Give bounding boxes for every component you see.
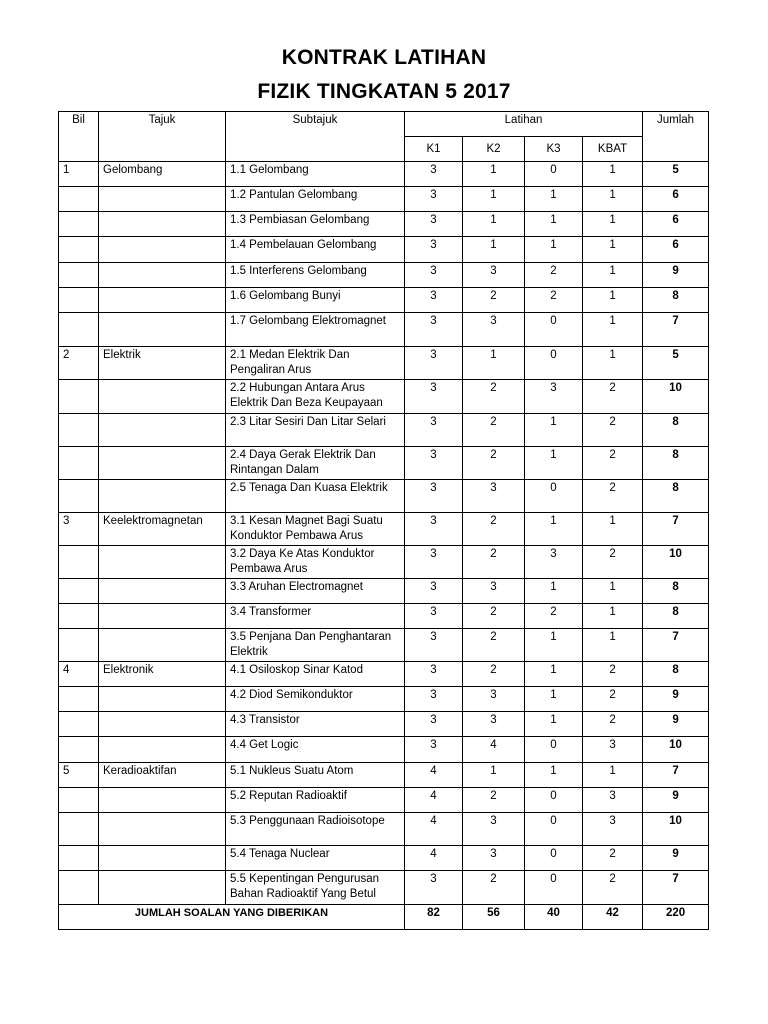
bil-cell bbox=[59, 604, 99, 629]
table-row bbox=[59, 763, 709, 788]
tajuk-cell bbox=[99, 288, 226, 313]
table-row bbox=[59, 212, 709, 237]
k3-cell: 1 bbox=[525, 513, 583, 546]
k2-cell: 3 bbox=[463, 313, 525, 347]
header-subtajuk: Subtajuk bbox=[226, 112, 405, 162]
total-label: JUMLAH SOALAN YANG DIBERIKAN bbox=[59, 905, 405, 930]
jumlah-cell: 10 bbox=[643, 380, 709, 414]
header-k1: K1 bbox=[405, 137, 463, 162]
tajuk-cell bbox=[99, 447, 226, 480]
subtajuk-cell: 4.3 Transistor bbox=[226, 712, 405, 737]
k2-cell: 2 bbox=[463, 513, 525, 546]
bil-cell bbox=[59, 737, 99, 763]
k2-cell: 1 bbox=[463, 237, 525, 263]
k3-cell: 0 bbox=[525, 813, 583, 846]
tajuk-cell bbox=[99, 788, 226, 813]
page-title-line-2: FIZIK TINGKATAN 5 2017 bbox=[257, 80, 511, 103]
bil-cell bbox=[59, 263, 99, 288]
kbat-cell: 2 bbox=[583, 480, 643, 513]
k3-cell: 0 bbox=[525, 788, 583, 813]
k1-cell: 3 bbox=[405, 513, 463, 546]
k2-cell: 2 bbox=[463, 629, 525, 662]
table-row bbox=[59, 513, 709, 546]
tajuk-cell bbox=[99, 579, 226, 604]
k3-cell: 1 bbox=[525, 579, 583, 604]
k2-cell: 3 bbox=[463, 480, 525, 513]
subtajuk-cell: 5.1 Nukleus Suatu Atom bbox=[226, 763, 405, 788]
table-row bbox=[59, 162, 709, 187]
bil-cell bbox=[59, 687, 99, 712]
header-latihan: Latihan bbox=[405, 112, 643, 137]
k1-cell: 3 bbox=[405, 662, 463, 687]
bil-cell bbox=[59, 788, 99, 813]
k2-cell: 1 bbox=[463, 347, 525, 380]
k3-cell: 1 bbox=[525, 414, 583, 447]
table-row bbox=[59, 788, 709, 813]
k1-cell: 4 bbox=[405, 813, 463, 846]
k2-cell: 1 bbox=[463, 187, 525, 212]
k2-cell: 2 bbox=[463, 288, 525, 313]
k3-cell: 0 bbox=[525, 846, 583, 871]
kbat-cell: 1 bbox=[583, 212, 643, 237]
k2-cell: 3 bbox=[463, 712, 525, 737]
k3-cell: 1 bbox=[525, 237, 583, 263]
k1-cell: 3 bbox=[405, 480, 463, 513]
total-k2: 56 bbox=[463, 905, 525, 930]
table-row bbox=[59, 288, 709, 313]
jumlah-cell: 9 bbox=[643, 687, 709, 712]
table-row bbox=[59, 447, 709, 480]
table-row bbox=[59, 871, 709, 905]
subtajuk-cell: 5.2 Reputan Radioaktif bbox=[226, 788, 405, 813]
subtajuk-cell: 3.1 Kesan Magnet Bagi Suatu Konduktor Pembawa Arus bbox=[226, 513, 405, 546]
kbat-cell: 1 bbox=[583, 347, 643, 380]
jumlah-cell: 9 bbox=[643, 263, 709, 288]
table-row bbox=[59, 414, 709, 447]
k1-cell: 3 bbox=[405, 313, 463, 347]
jumlah-cell: 5 bbox=[643, 347, 709, 380]
k2-cell: 2 bbox=[463, 546, 525, 579]
table-row bbox=[59, 579, 709, 604]
k2-cell: 1 bbox=[463, 763, 525, 788]
jumlah-cell: 8 bbox=[643, 662, 709, 687]
k1-cell: 3 bbox=[405, 212, 463, 237]
k3-cell: 1 bbox=[525, 629, 583, 662]
subtajuk-cell: 2.2 Hubungan Antara Arus Elektrik Dan Beza Keupayaan bbox=[226, 380, 405, 414]
k3-cell: 0 bbox=[525, 737, 583, 763]
jumlah-cell: 10 bbox=[643, 813, 709, 846]
jumlah-cell: 8 bbox=[643, 288, 709, 313]
jumlah-cell: 5 bbox=[643, 162, 709, 187]
table-row bbox=[59, 813, 709, 846]
kbat-cell: 1 bbox=[583, 263, 643, 288]
k3-cell: 0 bbox=[525, 480, 583, 513]
k2-cell: 1 bbox=[463, 162, 525, 187]
k1-cell: 3 bbox=[405, 629, 463, 662]
bil-cell: 1 bbox=[59, 162, 99, 187]
jumlah-cell: 10 bbox=[643, 737, 709, 763]
subtajuk-cell: 3.3 Aruhan Electromagnet bbox=[226, 579, 405, 604]
k1-cell: 3 bbox=[405, 546, 463, 579]
kbat-cell: 2 bbox=[583, 846, 643, 871]
k3-cell: 2 bbox=[525, 604, 583, 629]
kbat-cell: 2 bbox=[583, 687, 643, 712]
tajuk-cell bbox=[99, 212, 226, 237]
table-row bbox=[59, 846, 709, 871]
k2-cell: 3 bbox=[463, 846, 525, 871]
bil-cell bbox=[59, 288, 99, 313]
jumlah-cell: 7 bbox=[643, 871, 709, 905]
kbat-cell: 2 bbox=[583, 546, 643, 579]
tajuk-cell bbox=[99, 263, 226, 288]
subtajuk-cell: 2.3 Litar Sesiri Dan Litar Selari bbox=[226, 414, 405, 447]
jumlah-cell: 10 bbox=[643, 546, 709, 579]
k1-cell: 3 bbox=[405, 347, 463, 380]
k3-cell: 1 bbox=[525, 187, 583, 212]
k3-cell: 0 bbox=[525, 313, 583, 347]
table-row bbox=[59, 380, 709, 414]
k1-cell: 4 bbox=[405, 788, 463, 813]
total-kbat: 42 bbox=[583, 905, 643, 930]
kbat-cell: 1 bbox=[583, 579, 643, 604]
jumlah-cell: 7 bbox=[643, 313, 709, 347]
header-k3: K3 bbox=[525, 137, 583, 162]
table-row bbox=[59, 263, 709, 288]
table-row bbox=[59, 687, 709, 712]
k1-cell: 3 bbox=[405, 737, 463, 763]
k1-cell: 3 bbox=[405, 237, 463, 263]
k2-cell: 3 bbox=[463, 263, 525, 288]
table-row bbox=[59, 737, 709, 763]
k2-cell: 2 bbox=[463, 447, 525, 480]
jumlah-cell: 8 bbox=[643, 604, 709, 629]
table-row bbox=[59, 237, 709, 263]
tajuk-cell bbox=[99, 813, 226, 846]
k1-cell: 3 bbox=[405, 162, 463, 187]
k3-cell: 1 bbox=[525, 447, 583, 480]
subtajuk-cell: 1.5 Interferens Gelombang bbox=[226, 263, 405, 288]
bil-cell bbox=[59, 813, 99, 846]
k3-cell: 1 bbox=[525, 662, 583, 687]
total-row bbox=[59, 905, 709, 930]
subtajuk-cell: 4.4 Get Logic bbox=[226, 737, 405, 763]
k3-cell: 1 bbox=[525, 212, 583, 237]
kbat-cell: 1 bbox=[583, 629, 643, 662]
bil-cell bbox=[59, 712, 99, 737]
k1-cell: 3 bbox=[405, 380, 463, 414]
k2-cell: 2 bbox=[463, 604, 525, 629]
k3-cell: 0 bbox=[525, 162, 583, 187]
tajuk-cell bbox=[99, 737, 226, 763]
k2-cell: 4 bbox=[463, 737, 525, 763]
jumlah-cell: 6 bbox=[643, 237, 709, 263]
subtajuk-cell: 4.2 Diod Semikonduktor bbox=[226, 687, 405, 712]
subtajuk-cell: 1.2 Pantulan Gelombang bbox=[226, 187, 405, 212]
subtajuk-cell: 5.5 Kepentingan Pengurusan Bahan Radioaktif Yang Betul bbox=[226, 871, 405, 905]
subtajuk-cell: 3.2 Daya Ke Atas Konduktor Pembawa Arus bbox=[226, 546, 405, 579]
k3-cell: 1 bbox=[525, 763, 583, 788]
kbat-cell: 2 bbox=[583, 380, 643, 414]
k2-cell: 2 bbox=[463, 662, 525, 687]
k3-cell: 1 bbox=[525, 687, 583, 712]
kbat-cell: 2 bbox=[583, 447, 643, 480]
tajuk-cell: Elektronik bbox=[99, 662, 226, 687]
k3-cell: 2 bbox=[525, 288, 583, 313]
jumlah-cell: 7 bbox=[643, 513, 709, 546]
kbat-cell: 3 bbox=[583, 737, 643, 763]
subtajuk-cell: 1.6 Gelombang Bunyi bbox=[226, 288, 405, 313]
kbat-cell: 3 bbox=[583, 788, 643, 813]
bil-cell: 4 bbox=[59, 662, 99, 687]
subtajuk-cell: 1.7 Gelombang Elektromagnet bbox=[226, 313, 405, 347]
tajuk-cell: Keelektromagnetan bbox=[99, 513, 226, 546]
training-contract-table bbox=[58, 111, 709, 930]
header-bil: Bil bbox=[59, 112, 99, 162]
k3-cell: 2 bbox=[525, 263, 583, 288]
tajuk-cell bbox=[99, 480, 226, 513]
k1-cell: 4 bbox=[405, 763, 463, 788]
table-row bbox=[59, 480, 709, 513]
header-tajuk: Tajuk bbox=[99, 112, 226, 162]
table-row bbox=[59, 313, 709, 347]
k2-cell: 2 bbox=[463, 871, 525, 905]
subtajuk-cell: 2.4 Daya Gerak Elektrik Dan Rintangan Dalam bbox=[226, 447, 405, 480]
kbat-cell: 1 bbox=[583, 237, 643, 263]
bil-cell bbox=[59, 212, 99, 237]
tajuk-cell bbox=[99, 846, 226, 871]
kbat-cell: 2 bbox=[583, 662, 643, 687]
jumlah-cell: 7 bbox=[643, 629, 709, 662]
k1-cell: 3 bbox=[405, 687, 463, 712]
kbat-cell: 1 bbox=[583, 288, 643, 313]
tajuk-cell bbox=[99, 871, 226, 905]
tajuk-cell bbox=[99, 414, 226, 447]
jumlah-cell: 6 bbox=[643, 187, 709, 212]
bil-cell bbox=[59, 579, 99, 604]
kbat-cell: 1 bbox=[583, 313, 643, 347]
bil-cell bbox=[59, 313, 99, 347]
k2-cell: 1 bbox=[463, 212, 525, 237]
table-row bbox=[59, 347, 709, 380]
bil-cell bbox=[59, 480, 99, 513]
tajuk-cell bbox=[99, 546, 226, 579]
k2-cell: 3 bbox=[463, 687, 525, 712]
tajuk-cell bbox=[99, 629, 226, 662]
jumlah-cell: 7 bbox=[643, 763, 709, 788]
jumlah-cell: 6 bbox=[643, 212, 709, 237]
table-row bbox=[59, 546, 709, 579]
table-row bbox=[59, 662, 709, 687]
bil-cell bbox=[59, 414, 99, 447]
bil-cell bbox=[59, 871, 99, 905]
tajuk-cell: Elektrik bbox=[99, 347, 226, 380]
bil-cell bbox=[59, 629, 99, 662]
subtajuk-cell: 1.1 Gelombang bbox=[226, 162, 405, 187]
table-row bbox=[59, 712, 709, 737]
kbat-cell: 1 bbox=[583, 604, 643, 629]
tajuk-cell bbox=[99, 187, 226, 212]
k1-cell: 3 bbox=[405, 604, 463, 629]
jumlah-cell: 8 bbox=[643, 579, 709, 604]
jumlah-cell: 9 bbox=[643, 712, 709, 737]
bil-cell bbox=[59, 546, 99, 579]
table-row bbox=[59, 629, 709, 662]
jumlah-cell: 9 bbox=[643, 846, 709, 871]
k1-cell: 3 bbox=[405, 447, 463, 480]
header-row-top bbox=[59, 112, 709, 137]
k2-cell: 2 bbox=[463, 788, 525, 813]
tajuk-cell bbox=[99, 380, 226, 414]
k3-cell: 3 bbox=[525, 380, 583, 414]
k1-cell: 3 bbox=[405, 288, 463, 313]
subtajuk-cell: 3.4 Transformer bbox=[226, 604, 405, 629]
tajuk-cell: Keradioaktifan bbox=[99, 763, 226, 788]
bil-cell bbox=[59, 237, 99, 263]
bil-cell bbox=[59, 846, 99, 871]
k2-cell: 3 bbox=[463, 813, 525, 846]
jumlah-cell: 8 bbox=[643, 447, 709, 480]
table-row bbox=[59, 187, 709, 212]
subtajuk-cell: 2.5 Tenaga Dan Kuasa Elektrik bbox=[226, 480, 405, 513]
kbat-cell: 2 bbox=[583, 414, 643, 447]
total-jumlah: 220 bbox=[643, 905, 709, 930]
tajuk-cell bbox=[99, 604, 226, 629]
jumlah-cell: 9 bbox=[643, 788, 709, 813]
k1-cell: 3 bbox=[405, 414, 463, 447]
k3-cell: 1 bbox=[525, 712, 583, 737]
k1-cell: 3 bbox=[405, 712, 463, 737]
kbat-cell: 1 bbox=[583, 513, 643, 546]
subtajuk-cell: 1.3 Pembiasan Gelombang bbox=[226, 212, 405, 237]
kbat-cell: 2 bbox=[583, 712, 643, 737]
page-title-line-1: KONTRAK LATIHAN bbox=[281, 46, 487, 69]
k2-cell: 2 bbox=[463, 380, 525, 414]
total-k1: 82 bbox=[405, 905, 463, 930]
k1-cell: 3 bbox=[405, 187, 463, 212]
k2-cell: 3 bbox=[463, 579, 525, 604]
subtajuk-cell: 4.1 Osiloskop Sinar Katod bbox=[226, 662, 405, 687]
bil-cell: 2 bbox=[59, 347, 99, 380]
subtajuk-cell: 3.5 Penjana Dan Penghantaran Elektrik bbox=[226, 629, 405, 662]
k1-cell: 3 bbox=[405, 871, 463, 905]
subtajuk-cell: 2.1 Medan Elektrik Dan Pengaliran Arus bbox=[226, 347, 405, 380]
jumlah-cell: 8 bbox=[643, 480, 709, 513]
kbat-cell: 3 bbox=[583, 813, 643, 846]
subtajuk-cell: 5.3 Penggunaan Radioisotope bbox=[226, 813, 405, 846]
subtajuk-cell: 1.4 Pembelauan Gelombang bbox=[226, 237, 405, 263]
bil-cell bbox=[59, 447, 99, 480]
bil-cell bbox=[59, 380, 99, 414]
tajuk-cell bbox=[99, 687, 226, 712]
header-jumlah: Jumlah bbox=[643, 112, 709, 162]
kbat-cell: 1 bbox=[583, 187, 643, 212]
kbat-cell: 1 bbox=[583, 763, 643, 788]
kbat-cell: 2 bbox=[583, 871, 643, 905]
table-row bbox=[59, 604, 709, 629]
k1-cell: 3 bbox=[405, 263, 463, 288]
tajuk-cell bbox=[99, 237, 226, 263]
kbat-cell: 1 bbox=[583, 162, 643, 187]
k1-cell: 4 bbox=[405, 846, 463, 871]
bil-cell bbox=[59, 187, 99, 212]
header-k2: K2 bbox=[463, 137, 525, 162]
k3-cell: 3 bbox=[525, 546, 583, 579]
bil-cell: 5 bbox=[59, 763, 99, 788]
subtajuk-cell: 5.4 Tenaga Nuclear bbox=[226, 846, 405, 871]
header-kbat: KBAT bbox=[583, 137, 643, 162]
tajuk-cell: Gelombang bbox=[99, 162, 226, 187]
tajuk-cell bbox=[99, 712, 226, 737]
bil-cell: 3 bbox=[59, 513, 99, 546]
jumlah-cell: 8 bbox=[643, 414, 709, 447]
tajuk-cell bbox=[99, 313, 226, 347]
k2-cell: 2 bbox=[463, 414, 525, 447]
k1-cell: 3 bbox=[405, 579, 463, 604]
k3-cell: 0 bbox=[525, 347, 583, 380]
k3-cell: 0 bbox=[525, 871, 583, 905]
total-k3: 40 bbox=[525, 905, 583, 930]
